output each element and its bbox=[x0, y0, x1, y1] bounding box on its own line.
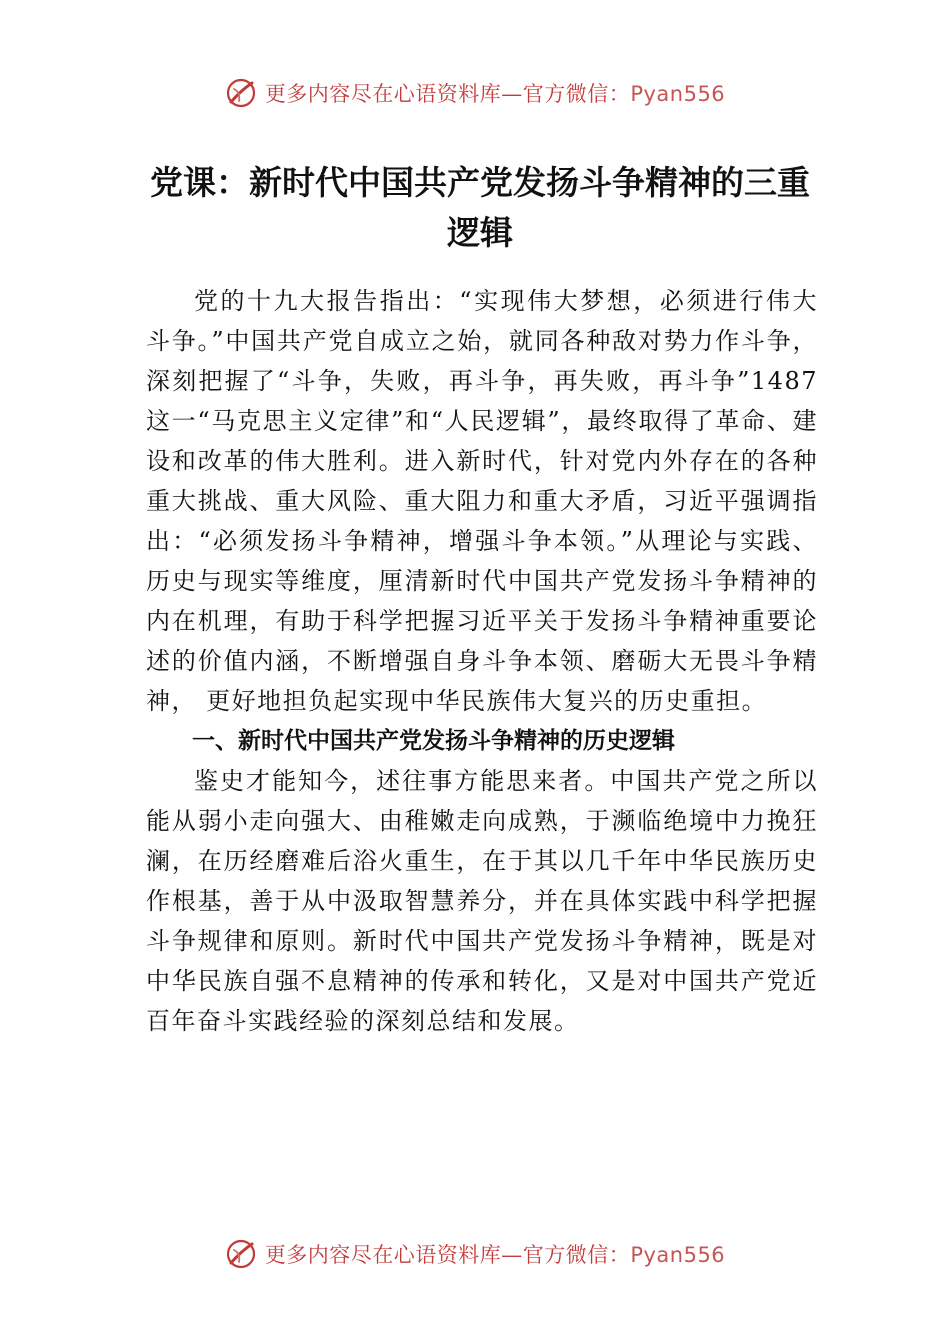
brush-logo-icon bbox=[225, 77, 257, 109]
watermark-footer bbox=[0, 1234, 950, 1274]
watermark-wechat-id: Pyan556 bbox=[630, 1243, 726, 1267]
section-heading: 一、新时代中国共产党发扬斗争精神的历史逻辑 bbox=[192, 728, 675, 754]
section-paragraph: 鉴史才能知今，述往事方能思来者。中国共产党之所以能从弱小走向强大、由稚嫩走向成熟，于濒临绝境中力挽狂澜，在历经磨难后浴火重生，在于其以几千年中华民族历史作根基，善于从中汲取智慧养分，并在具体实践中科学把握斗争规律和原则。新时代中国共产党发扬斗争精神，既是对中华民族自强不息精神的传承和转化，又是对中国共产党近百年奋斗实践经验的深刻总结和发展。 bbox=[146, 767, 818, 1035]
watermark-header bbox=[0, 73, 950, 113]
document-title: 党课：新时代中国共产党发扬斗争精神的三重逻辑 bbox=[150, 163, 810, 252]
watermark-text: 更多内容尽在心语资料库—官方微信：Pyan556 bbox=[264, 82, 726, 106]
body-paragraph: 党的十九大报告指出：“实现伟大梦想，必须进行伟大斗争。”中国共产党自成立之始，就同各种敌对势力作斗争，深刻把握了“斗争，失败，再斗争，再失败，再斗争”1487这一“马克思主义定律”和“人民逻辑”，最终取得了革命、建设和改革的伟大胜利。进入新时代，针对党内外存在的各种重大挑战、重大风险、重大阻力和重大矛盾，习近平强调指出：“必须发扬斗争精神，增强斗争本领。”从理论与实践、历史与现实等维度，厘清新时代中国共产党发扬斗争精神的内在机理，有助于科学把握习近平关于发扬斗争精神重要论述的价值内涵，不断增强自身斗争本领、磨砺大无畏斗争精神， 更好地担负起实现中华民族伟大复兴的历史重担。 bbox=[146, 287, 818, 715]
watermark-wechat-id: Pyan556 bbox=[630, 82, 726, 106]
brush-logo-icon bbox=[225, 1238, 257, 1270]
watermark-text: 更多内容尽在心语资料库—官方微信：Pyan556 bbox=[264, 1243, 726, 1267]
document-body bbox=[146, 281, 818, 1041]
